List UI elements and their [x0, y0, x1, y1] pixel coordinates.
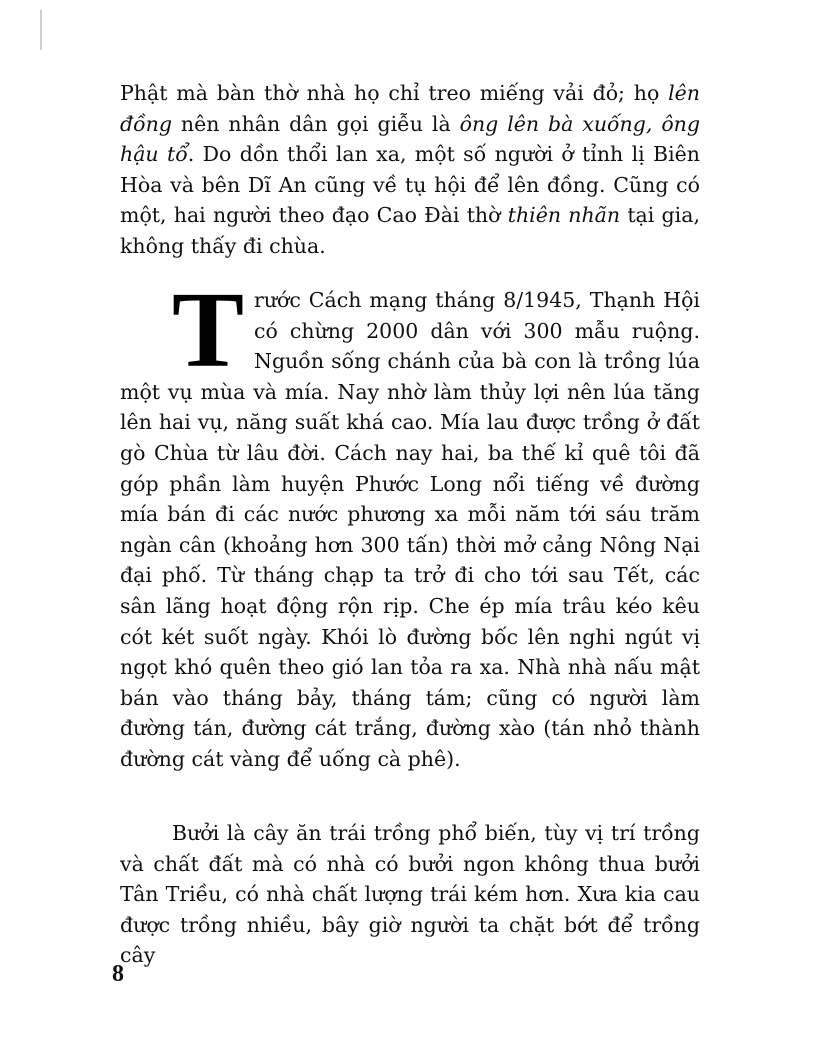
text-run: . Do dồn thổi lan xa, một số người ở tỉnh lị Biên Hòa và bên Dĩ An cũng về tụ hội để lên đồng. Cũng có một, hai người theo đạo Cao Đài thờ — [120, 142, 700, 228]
scan-margin-line — [40, 10, 42, 50]
italic-term-ong-len-ba-xuong: ông lên bà xuống, ông hậu tổ — [120, 111, 700, 167]
text-run: nên nhân dân gọi giễu là — [172, 111, 460, 136]
text-run: rước Cách mạng tháng 8/1945, Thạnh Hội có chừng 2000 dân với 300 mẫu ruộng. Nguồn sống chánh của bà con là trồng lúa một vụ mùa và mía. Nay nhờ làm thủy lợi nên lúa tăng lên hai vụ, năng suất khá cao. Mía lau được trồng ở đất gò Chùa từ lâu đời. Cách nay hai, ba thế kỉ quê tôi đã góp phần làm huyện Phước Long nổi tiếng về đường mía bán đi các nước phương xa mỗi năm tới sáu trăm ngàn cân (khoảng hơn 300 tấn) thời mở cảng Nông Nại đại phố. Từ tháng chạp ta trở đi cho tới sau Tết, các sân lãng hoạt động rộn rịp. Che ép mía trâu kéo kêu cót két suốt ngày. Khói lò đường bốc lên nghi ngút vị ngọt khó quên theo gió lan tỏa ra xa. Nhà nhà nấu mật bán vào tháng bảy, tháng tám; cũng có người làm đường tán, đường cát trắng, đường xào (tán nhỏ thành đường cát vàng để uống cà phê). — [120, 288, 700, 771]
text-run: Phật mà bàn thờ nhà họ chỉ treo miếng vải đỏ; họ — [120, 81, 669, 105]
paragraph-3-text: Bưởi là cây ăn trái trồng phổ biến, tùy vị trí trồng và chất đất mà có nhà có bưởi ngon không thua bưởi Tân Triều, có nhà chất lượng trái kém hơn. Xưa kia cau được trồng nhiều, bây giờ người ta chặt bớt để trồng cây — [120, 821, 700, 968]
drop-cap-letter: T — [172, 271, 245, 390]
text-run: tại gia, không thấy đi chùa. — [120, 203, 700, 258]
paragraph-2-text — [120, 271, 700, 775]
page-number: 8 — [112, 961, 124, 987]
paragraph-continued — [120, 78, 700, 262]
paragraph-1-text — [120, 78, 700, 262]
paragraph-indented — [120, 818, 700, 971]
italic-term-thien-nhan: thiên nhãn — [507, 203, 621, 228]
italic-term-len-dong: lên đồng — [120, 81, 700, 136]
paragraph-drop-cap — [120, 271, 700, 775]
